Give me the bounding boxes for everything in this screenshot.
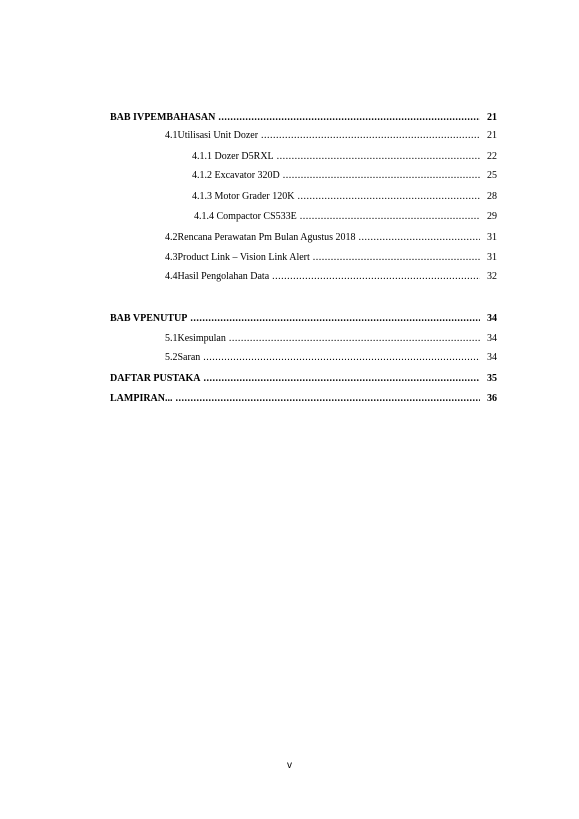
toc-page-number: 22 bbox=[487, 151, 497, 162]
toc-section-title: Product Link – Vision Link Alert bbox=[177, 252, 310, 263]
toc-entry-4-2 bbox=[165, 232, 497, 244]
toc-section-number: 4.2 bbox=[165, 232, 178, 243]
toc-entry-bab-iv bbox=[110, 112, 497, 124]
toc-page-number: 34 bbox=[487, 333, 497, 344]
toc-page-number: 36 bbox=[487, 393, 497, 404]
toc-page-number: 31 bbox=[487, 252, 497, 263]
toc-dot-leader bbox=[283, 170, 480, 182]
toc-page-number: 35 bbox=[487, 373, 497, 384]
toc-page-number: 28 bbox=[487, 191, 497, 202]
toc-entry-4-1-1 bbox=[192, 151, 497, 163]
toc-section-number: 5.2 bbox=[165, 352, 178, 363]
toc-dot-leader bbox=[190, 313, 480, 325]
toc-section-title: Utilisasi Unit Dozer bbox=[177, 130, 259, 141]
toc-dot-leader bbox=[300, 211, 480, 223]
toc-chapter-title: PEMBAHASAN bbox=[144, 112, 216, 123]
toc-dot-leader bbox=[359, 232, 480, 244]
toc-section-title: Hasil Pengolahan Data bbox=[177, 271, 270, 282]
toc-section-number: 4.4 bbox=[165, 271, 178, 282]
toc-subsection-title: 4.1.2 Excavator 320D bbox=[192, 170, 280, 181]
toc-entry-4-1-3 bbox=[192, 191, 497, 203]
toc-dot-leader bbox=[297, 191, 480, 203]
toc-entry-daftar-pustaka bbox=[110, 373, 497, 385]
toc-dot-leader bbox=[203, 352, 480, 364]
page-number-footer: v bbox=[287, 760, 292, 771]
toc-subsection-title: 4.1.3 Motor Grader 120K bbox=[192, 191, 295, 202]
toc-entry-4-4 bbox=[165, 271, 497, 283]
toc-chapter-title: LAMPIRAN... bbox=[110, 393, 173, 404]
toc-dot-leader bbox=[277, 151, 480, 163]
toc-dot-leader bbox=[313, 252, 480, 264]
toc-section-number: 4.1 bbox=[165, 130, 178, 141]
toc-dot-leader bbox=[218, 112, 480, 124]
toc-entry-5-1 bbox=[165, 333, 497, 345]
toc-page-number: 21 bbox=[487, 112, 497, 123]
toc-page-number: 34 bbox=[487, 352, 497, 363]
toc-dot-leader bbox=[272, 271, 480, 283]
toc-section-number: 4.3 bbox=[165, 252, 178, 263]
toc-entry-4-1 bbox=[165, 130, 497, 142]
toc-section-title: Kesimpulan bbox=[177, 333, 226, 344]
toc-entry-bab-v bbox=[110, 313, 497, 325]
toc-chapter-title: DAFTAR PUSTAKA bbox=[110, 373, 201, 384]
toc-section-title: Rencana Perawatan Pm Bulan Agustus 2018 bbox=[177, 232, 356, 243]
toc-entry-4-1-4 bbox=[194, 211, 497, 223]
toc-chapter-number: BAB IV bbox=[110, 112, 145, 123]
toc-page-number: 32 bbox=[487, 271, 497, 282]
toc-chapter-number: BAB V bbox=[110, 313, 141, 324]
toc-page-number: 29 bbox=[487, 211, 497, 222]
toc-entry-4-1-2 bbox=[192, 170, 497, 182]
toc-entry-5-2 bbox=[165, 352, 497, 364]
toc-dot-leader bbox=[203, 373, 480, 385]
toc-page-number: 21 bbox=[487, 130, 497, 141]
toc-section-number: 5.1 bbox=[165, 333, 178, 344]
toc-entry-lampiran bbox=[110, 393, 497, 405]
toc-section-title: Saran bbox=[177, 352, 201, 363]
toc-entry-4-3 bbox=[165, 252, 497, 264]
toc-chapter-title: PENUTUP bbox=[140, 313, 188, 324]
toc-subsection-title: 4.1.4 Compactor CS533E bbox=[194, 211, 297, 222]
toc-subsection-title: 4.1.1 Dozer D5RXL bbox=[192, 151, 274, 162]
toc-page-number: 31 bbox=[487, 232, 497, 243]
toc-dot-leader bbox=[229, 333, 480, 345]
toc-page-number: 34 bbox=[487, 313, 497, 324]
toc-dot-leader bbox=[261, 130, 480, 142]
toc-dot-leader bbox=[176, 393, 481, 405]
toc-page-number: 25 bbox=[487, 170, 497, 181]
